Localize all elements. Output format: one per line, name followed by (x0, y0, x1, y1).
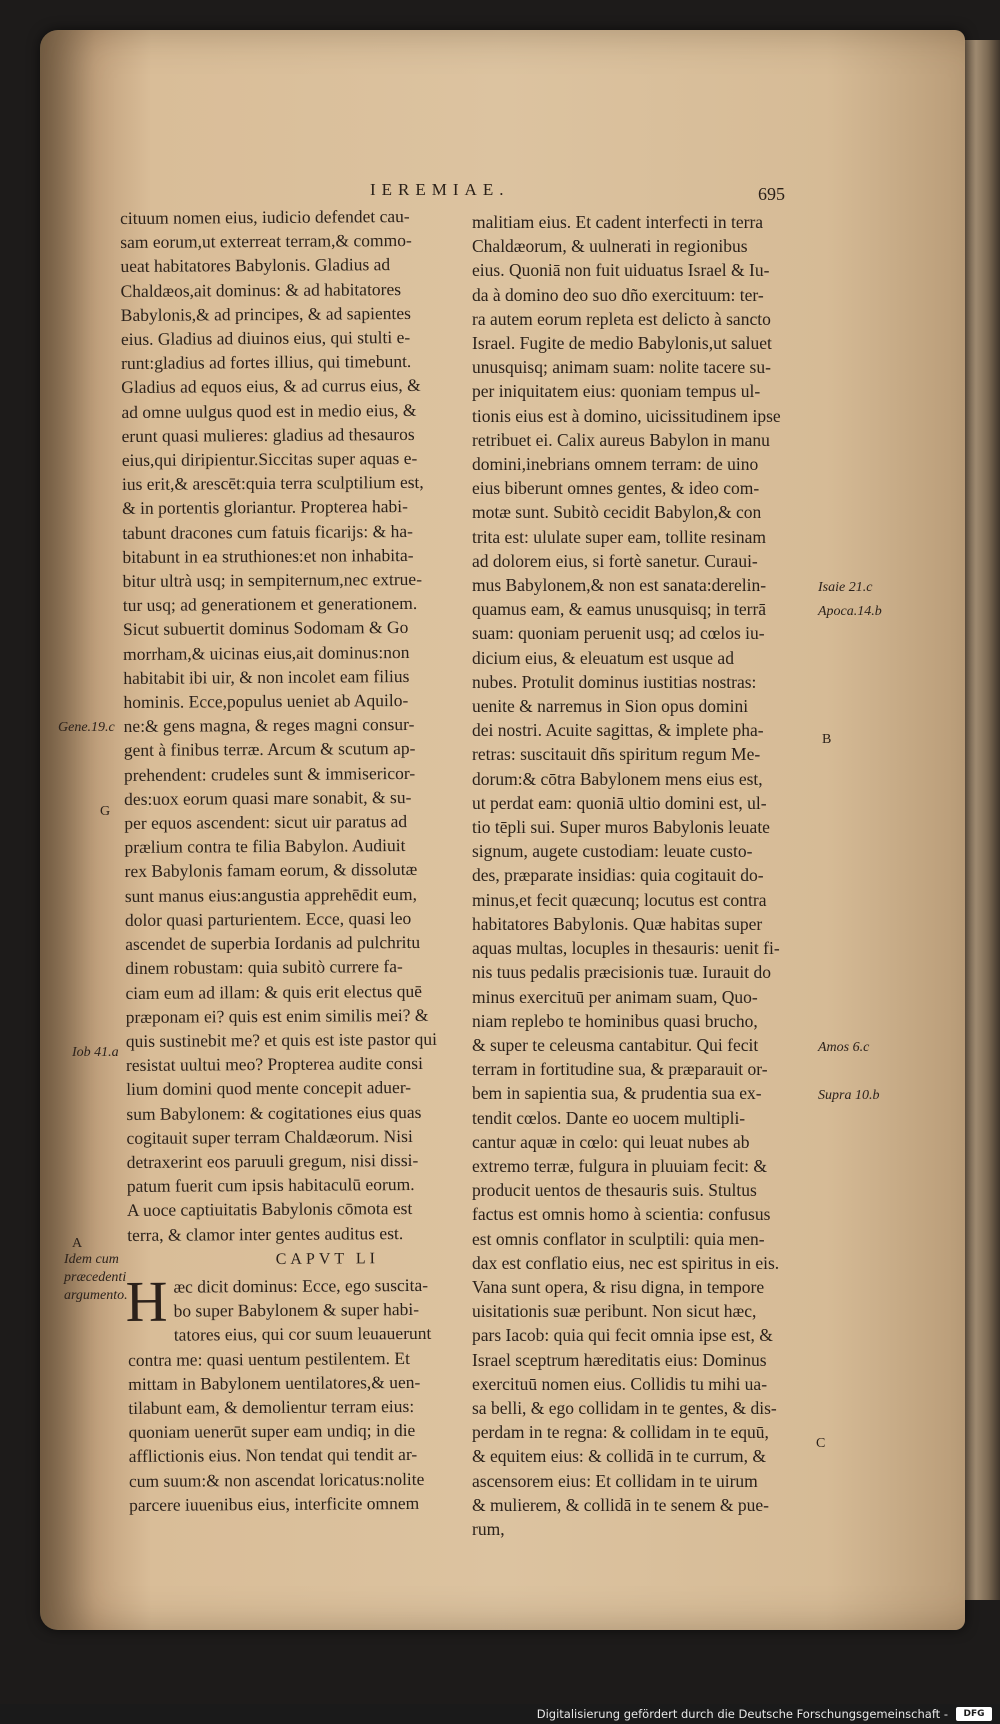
text-line: per iniquitatem eius: quoniam tempus ul- (472, 381, 761, 402)
text-line: habitatores Babylonis. Quæ habitas super (472, 913, 763, 934)
margin-note-gene: Gene.19.c (58, 720, 115, 735)
text-line: dorum:& cōtra Babylonem mens eius est, (472, 768, 763, 789)
text-line: quamus eam, & eamus unusquisq; in terrā (472, 599, 767, 620)
text-line: retras: suscitauit dñs spiritum regum Me- (472, 744, 761, 765)
text-line: A uoce captiuitatis Babylonis cōmota est (126, 1198, 413, 1221)
margin-section-letter-c: C (816, 1436, 826, 1451)
text-line: Israel sceptrum hæreditatis eius: Dominus (472, 1349, 767, 1370)
text-line: dicium eius, & eleuatum est usque ad (472, 647, 734, 668)
margin-section-letter-a: A (72, 1236, 83, 1251)
text-line: dei nostri. Acuite sagittas, & implete pha- (472, 720, 764, 741)
text-line: cogitauit super terram Chaldæorum. Nisi (126, 1125, 413, 1148)
text-line: signum, augete custodiam: leuate custo- (472, 841, 753, 862)
chapter-opening (125, 1268, 459, 1517)
text-line: uisitationis suæ peribunt. Non sicut hæc, (472, 1301, 757, 1322)
text-line: retribuet ei. Calix aureus Babylon in manu (472, 429, 770, 450)
text-line: malitiam eius. Et cadent interfecti in terra (472, 212, 764, 232)
text-line: patum fuerit cum ipsis habitaculū eorum. (126, 1174, 415, 1197)
text-line: ueat habitatores Babylonis. Gladius ad (120, 254, 391, 277)
text-line: afflictionis eius. Non tendat qui tendit ar- (128, 1444, 418, 1467)
text-line: Vana sunt opera, & risu digna, in tempore (472, 1276, 765, 1297)
text-line: æc dicit dominus: Ecce, ego suscita- (173, 1274, 429, 1297)
text-line: dax est conflatio eius, nec est spiritus in eis. (472, 1252, 780, 1273)
text-line: suam: quoniam peruenit usq; ad cœlos iu- (472, 623, 765, 644)
text-line: sam eorum,ut exterreat terram,& commo- (120, 230, 412, 253)
text-line: terram in fortitudine sua, & præparauit or- (472, 1059, 768, 1080)
text-line: ne:& gens magna, & reges magni consur- (123, 714, 415, 737)
text-line: producit uentos de thesauris suis. Stultus (472, 1180, 757, 1201)
margin-note-idem-2: præcedenti (64, 1270, 127, 1285)
text-line: tatores eius, qui cor suum leuauerunt (173, 1323, 432, 1345)
text-line: des, præparate insidias: quia cogitauit do- (472, 865, 764, 886)
text-line: mus Babylonem,& non est sanata:derelin- (472, 575, 767, 596)
text-line: ascensorem eius: Et collidam in te uirum (472, 1470, 758, 1491)
text-line: motæ sunt. Subitò cecidit Babylon,& con (472, 502, 762, 523)
text-line: pars Iacob: quia qui fecit omnia ipse est, & (472, 1325, 773, 1346)
text-line: ut perdat eam: quoniā ultio domini est, ul- (472, 792, 767, 813)
text-line: tabunt dracones cum fatuis ficarijs: & ha- (122, 520, 413, 543)
footer-credit-text: Digitalisierung gefördert durch die Deutsche Forschungsgemeinschaft - (536, 1707, 948, 1721)
chapter-dropcap: H (125, 1268, 168, 1334)
text-line: aquas multas, locuples in thesauris: uenit fi- (472, 938, 780, 959)
running-head: IEREMIAE. (370, 180, 510, 199)
text-line: eius. Quoniā non fuit uiduatus Israel & Iu- (472, 260, 770, 281)
text-line: des:uox eorum quasi mare sonabit, & su- (124, 786, 412, 809)
margin-note-supra: Supra 10.b (818, 1088, 880, 1103)
text-line: dinem robustam: quia subitò currere fa- (125, 956, 403, 979)
text-line: & in portentis gloriantur. Propterea habi- (122, 496, 408, 519)
text-line: tur usq; ad generationem et generationem. (122, 593, 418, 616)
text-line: uenite & narremus in Sion opus domini (472, 696, 749, 717)
text-line: eius. Gladius ad diuinos eius, qui stulti e- (120, 326, 411, 350)
text-line: niam replebo te hominibus quasi brucho, (472, 1010, 758, 1031)
margin-note-iob: Iob 41.a (72, 1045, 119, 1060)
text-line: mittam in Babylonem uentilatores,& uen- (128, 1371, 421, 1394)
margin-note-apoca: Apoca.14.b (818, 604, 882, 619)
dfg-logo: DFG (956, 1707, 992, 1721)
text-line: sa belli, & ego collidam in te gentes, & dis- (472, 1397, 777, 1418)
text-line: perdam in te regna: & collidam in te equū, (472, 1422, 769, 1443)
text-line: terra, & clamor inter gentes auditus est. (127, 1222, 404, 1245)
text-line: dolor quasi parturientem. Ecce, quasi leo (124, 907, 412, 930)
text-line: runt:gladius ad fortes illius, qui timebunt. (121, 351, 412, 374)
margin-note-amos: Amos 6.c (818, 1040, 870, 1055)
digitization-footer (0, 1704, 1000, 1724)
text-line: ad omne uulgus quod est in medio eius, & (121, 399, 417, 422)
text-line: unusquisq; animam suam: nolite tacere su- (472, 357, 771, 378)
text-line: est omnis conflator in sculptili: quia men- (472, 1228, 765, 1249)
text-line: habitabit ibi uir, & non incolet eam filius (123, 665, 410, 688)
margin-note-isaie: Isaie 21.c (818, 580, 873, 595)
text-line: per equos ascendent: sicut uir paratus ad (124, 811, 408, 834)
text-line: & equitem eius: & collidā in te currum, & (472, 1446, 767, 1467)
text-line: detraxerint eos paruuli gregum, nisi dissi- (126, 1149, 419, 1172)
text-line: rex Babylonis famam eorum, & dissolutæ (124, 859, 418, 882)
text-line: erunt quasi mulieres: gladius ad thesauros (121, 423, 415, 446)
page-number: 695 (758, 184, 785, 204)
text-line: bitabunt in ea struthiones:et non inhabita- (122, 544, 414, 567)
text-line: extremo terræ, fulgura in pluuiam fecit: & (472, 1155, 767, 1176)
text-line: prehendent: crudeles sunt & immisericor- (123, 762, 416, 785)
text-line: Chaldæorum, & uulnerati in regionibus (472, 236, 748, 257)
text-line: Sicut subuertit dominus Sodomam & Go (122, 617, 409, 640)
text-line: tendit cœlos. Dante eo uocem multipli- (472, 1107, 746, 1128)
text-line: minus,et fecit quæcunq; locutus est contra (472, 889, 767, 910)
text-line: cum suum:& non ascendat loricatus:nolite (128, 1468, 425, 1491)
margin-note-idem-3: argumento. (64, 1288, 128, 1303)
text-line: da à domino deo suo dño exercituum: ter- (472, 284, 764, 305)
text-line: Chaldæos,ait dominus: & ad habitatores (120, 278, 402, 301)
text-line: eius biberunt omnes gentes, & ideo com- (472, 478, 760, 499)
text-line: quis sustinebit me? et quis est iste pastor qui (125, 1028, 437, 1051)
text-line: rum, (472, 1518, 505, 1539)
text-line: & super te celeusma cantabitur. Qui fecit (472, 1034, 759, 1055)
text-line: Babylonis,& ad principes, & ad sapientes (120, 302, 411, 325)
text-line: & mulierem, & collidā in te senem & pue- (472, 1494, 769, 1515)
text-line: ra autem eorum repleta est delicto à sancto (472, 308, 771, 329)
text-line: parcere iuuenibus eius, interficite omnem (128, 1492, 420, 1515)
text-line: domini,inebrians omnem terram: de uino (472, 454, 759, 475)
text-line: prælium contra te filia Babylon. Audiuit (124, 835, 406, 858)
text-line: bitur ultrà usq; in sempiternum,nec extrue- (122, 568, 423, 592)
margin-section-letter-b: B (822, 732, 832, 747)
book-fore-edge (960, 40, 1000, 1600)
text-line: quoniam uenerūt super eam undiq; in die (128, 1420, 416, 1443)
text-line: ius erit,& arescēt:quia terra sculptilium est, (121, 472, 424, 495)
text-line: ad dolorem eius, si fortè sanetur. Curaui- (472, 550, 758, 571)
text-line: lium domini quod mente concepit aduer- (126, 1077, 412, 1100)
text-line: factus est omnis homo à scientia: confusus (472, 1204, 771, 1225)
margin-section-letter-g: G (100, 804, 111, 819)
left-text-column (120, 204, 459, 1517)
right-text-column (472, 210, 818, 1541)
text-line: tio tēpli sui. Super muros Babylonis leuate (472, 817, 770, 838)
text-line: ascendet de superbia Iordanis ad pulchritu (125, 932, 421, 955)
text-line: Israel. Fugite de medio Babylonis,ut saluet (472, 333, 772, 354)
text-line: cituum nomen eius, iudicio defendet cau- (120, 205, 410, 228)
text-line: exercituū nomen eius. Collidis tu mihi ua- (472, 1373, 768, 1394)
text-line: sunt manus eius:angustia apprehēdit eum, (124, 883, 417, 906)
text-line: bem in sapientia sua, & prudentia sua ex- (472, 1083, 762, 1104)
text-line: minus exercituū per animam suam, Quo- (472, 986, 758, 1007)
text-line: morrham,& uicinas eius,ait dominus:non (123, 641, 410, 664)
text-line: tilabunt eam, & demolientur terram eius: (128, 1395, 415, 1418)
text-line: cantur aquæ in cœlo: qui leuat nubes ab (472, 1131, 750, 1152)
text-line: gent à finibus terræ. Arcum & scutum ap- (123, 738, 416, 761)
text-line: nubes. Protulit dominus iustitias nostras: (472, 671, 757, 692)
text-line: ciam eum ad illam: & quis erit electus quē (125, 980, 423, 1003)
text-line: hominis. Ecce,populus ueniet ab Aquilo- (123, 690, 409, 713)
text-line: sum Babylonem: & cogitationes eius quas (126, 1101, 422, 1124)
text-line: contra me: quasi uentum pestilentem. Et (127, 1347, 410, 1370)
text-line: nis tuus pedalis præcisionis tuæ. Iurauit do (472, 962, 771, 983)
chapter-heading: CAPVT LI (275, 1249, 380, 1268)
text-line: resistat uultui meo? Propterea audite consi (125, 1053, 423, 1076)
text-line: tionis eius est à domino, uicissitudinem ipse (472, 405, 781, 426)
margin-note-idem-1: Idem cum (64, 1252, 119, 1267)
text-line: trita est: ululate super eam, tollite resinam (472, 526, 767, 547)
text-line: Gladius ad equos eius, & ad currus eius, & (121, 375, 421, 398)
text-line: bo super Babylonem & super habi- (173, 1299, 420, 1321)
text-line: præponam ei? quis est enim similis mei? & (125, 1004, 429, 1027)
text-line: eius,qui diripientur.Siccitas super aquas e- (121, 447, 418, 471)
